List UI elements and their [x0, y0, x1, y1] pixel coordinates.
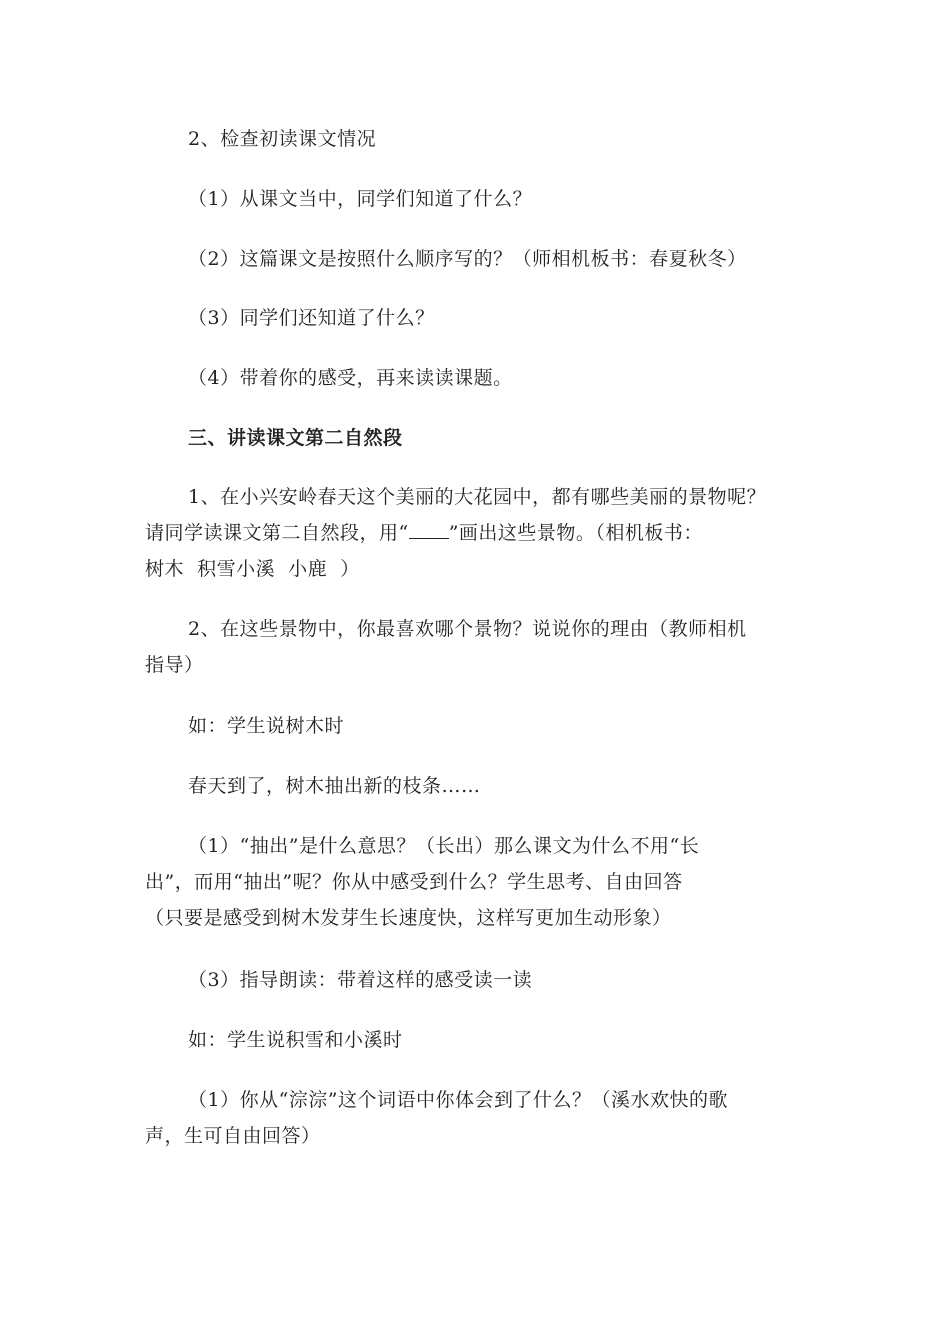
paragraph-chouchu [145, 828, 815, 936]
paragraph-line: 2、在这些景物中，你最喜欢哪个景物？说说你的理由（教师相机 [188, 618, 747, 640]
paragraph-line: （1）“抽出”是什么意思？（长出）那么课文为什么不用“长 [188, 835, 700, 857]
paragraph-text: ”画出这些景物。（相机板书： [448, 522, 703, 544]
example-trees: 如：学生说树木时 [188, 715, 345, 737]
paragraph-line: 指导） [145, 654, 204, 676]
item-check-reading: 2、检查初读课文情况 [188, 128, 377, 150]
paragraph-line: 1、在小兴安岭春天这个美丽的大花园中，都有哪些美丽的景物呢？ [188, 486, 767, 508]
question-1: （1）从课文当中，同学们知道了什么？ [188, 188, 533, 210]
quote-trees: 春天到了，树木抽出新的枝条…… [188, 775, 481, 797]
example-snow-stream: 如：学生说积雪和小溪时 [188, 1029, 403, 1051]
paragraph-line: 出”，而用“抽出”呢？你从中感受到什么？学生思考、自由回答 [145, 871, 683, 893]
paragraph-scenery [145, 479, 815, 587]
paragraph-line: 声，生可自由回答） [145, 1125, 321, 1147]
paragraph-congcong [145, 1082, 815, 1154]
paragraph-line: 树木 积雪小溪 小鹿 ） [145, 558, 360, 580]
section-heading: 三、讲读课文第二自然段 [188, 427, 403, 449]
fill-blank-underline [409, 524, 449, 539]
reading-guidance: （3）指导朗读：带着这样的感受读一读 [188, 969, 533, 991]
question-3: （3）同学们还知道了什么？ [188, 307, 435, 329]
question-2: （2）这篇课文是按照什么顺序写的？（师相机板书：春夏秋冬） [188, 248, 747, 270]
question-4: （4）带着你的感受，再来读读课题。 [188, 367, 513, 389]
paragraph-line: （1）你从“淙淙”这个词语中你体会到了什么？（溪水欢快的歌 [188, 1089, 729, 1111]
paragraph-text: 请同学读课文第二自然段，用“ [145, 522, 409, 544]
paragraph-favorite [145, 611, 815, 683]
paragraph-line-with-blank [145, 515, 815, 551]
paragraph-line: （只要是感受到树木发芽生长速度快，这样写更加生动形象） [145, 907, 672, 929]
